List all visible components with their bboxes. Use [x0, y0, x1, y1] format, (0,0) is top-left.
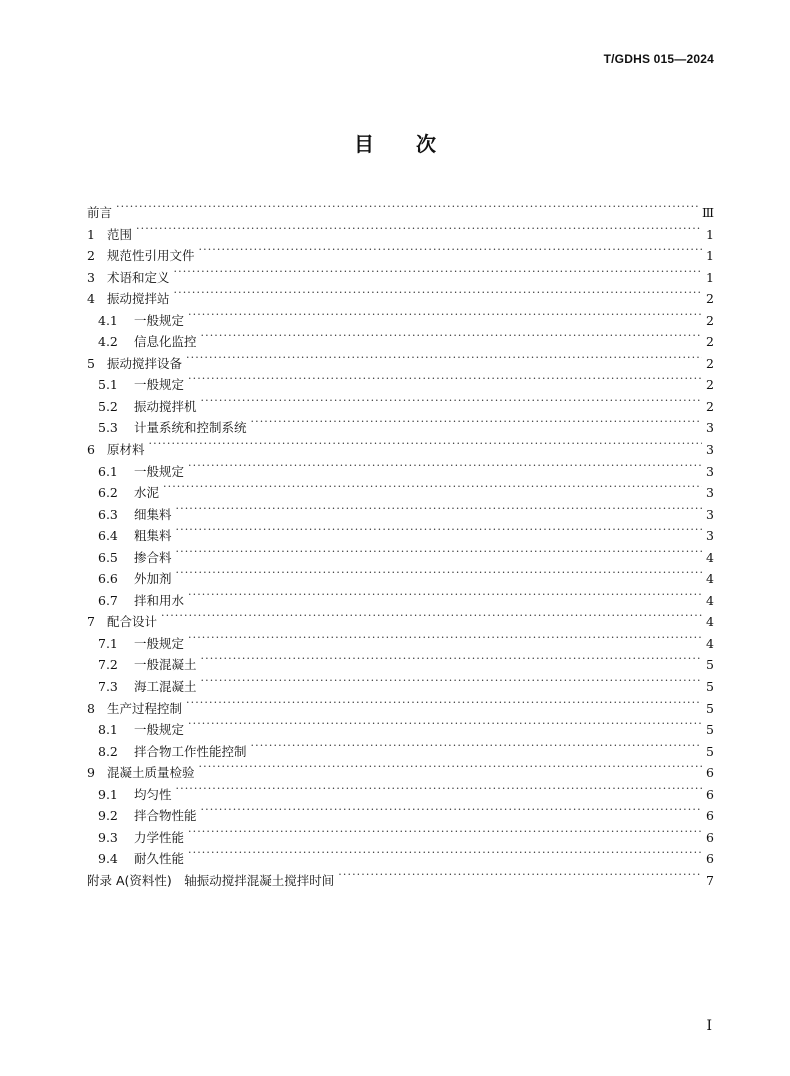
toc-dot-leader: [199, 239, 702, 260]
toc-entry-number: 1: [87, 226, 95, 242]
toc-entry[interactable]: [87, 627, 714, 649]
toc-entry-page: 2: [706, 312, 714, 328]
toc-entry-label: 信息化监控: [134, 334, 197, 350]
toc-entry-number: 6.1: [98, 463, 118, 479]
toc-entry-label: 一般规定: [134, 377, 185, 393]
toc-entry-label: 前言: [87, 205, 113, 220]
toc-entry-page: 6: [706, 808, 714, 824]
toc-entry-page: 4: [706, 635, 714, 651]
toc-dot-leader: [174, 261, 702, 282]
toc-entry-page: 2: [706, 398, 714, 414]
toc-entry-number: 4.1: [98, 312, 118, 328]
toc-entry-number: 3: [87, 269, 95, 285]
toc-entry[interactable]: [87, 239, 714, 264]
toc-entry-label: 细集料: [134, 506, 172, 522]
toc-entry[interactable]: [87, 605, 714, 630]
toc-entry-page: 3: [706, 528, 714, 544]
toc-entry[interactable]: [87, 282, 714, 307]
toc-entry-label: 掺合料: [134, 549, 172, 565]
toc-entry-label: 范围: [107, 226, 133, 242]
toc-dot-leader: [201, 325, 702, 346]
toc-entry-number: 7.1: [98, 635, 118, 651]
toc-dot-leader: [201, 670, 702, 691]
toc-entry-label: 耐久性能: [134, 851, 185, 867]
toc-entry-number: 9.1: [98, 786, 118, 802]
toc-dot-leader: [188, 584, 702, 605]
toc-entry-number: 5: [87, 355, 95, 371]
toc-dot-leader: [186, 692, 702, 713]
toc-entry[interactable]: [87, 562, 714, 587]
toc-entry-page: 5: [706, 679, 714, 695]
toc-entry-page: 5: [706, 743, 714, 759]
toc-title-char-1: 目: [354, 132, 374, 156]
toc-entry-page: 6: [706, 765, 714, 781]
toc-entry-page: 7: [706, 872, 714, 888]
toc-entry-page: 3: [706, 506, 714, 522]
toc-dot-leader: [188, 304, 702, 325]
toc-dot-leader: [199, 756, 702, 777]
toc-dot-leader: [188, 455, 702, 476]
toc-dot-leader: [188, 842, 702, 863]
toc-entry-number: 6.6: [98, 571, 118, 587]
toc-entry-page: 3: [706, 420, 714, 436]
toc-entry-number: 6.7: [98, 592, 118, 608]
toc-dot-leader: [201, 799, 702, 820]
toc-title: [0, 128, 790, 157]
toc-dot-leader: [149, 433, 702, 454]
toc-entry-label: 配合设计: [107, 614, 158, 630]
toc-entry-label: 一般规定: [134, 635, 185, 651]
toc-dot-leader: [176, 519, 702, 540]
toc-entry-label: 外加剂: [134, 571, 172, 587]
toc-entry-page: Ⅲ: [701, 205, 714, 220]
table-of-contents: [87, 196, 714, 886]
toc-entry-label: 力学性能: [134, 829, 185, 845]
toc-entry-label: 拌合物工作性能控制: [134, 743, 247, 759]
toc-dot-leader: [188, 368, 702, 389]
toc-entry-number: 9.3: [98, 829, 118, 845]
page-number: I: [706, 1018, 712, 1034]
toc-dot-leader: [176, 778, 702, 799]
toc-entry-label: 原材料: [107, 442, 145, 458]
toc-entry-label: 计量系统和控制系统: [134, 420, 247, 436]
toc-dot-leader: [188, 713, 702, 734]
toc-entry-page: 1: [706, 248, 714, 264]
toc-entry-page: 2: [706, 334, 714, 350]
toc-entry-number: 6.3: [98, 506, 118, 522]
toc-dot-leader: [251, 411, 702, 432]
toc-entry[interactable]: [87, 799, 714, 824]
toc-entry-number: 9.4: [98, 851, 118, 867]
toc-entry[interactable]: [87, 519, 714, 544]
toc-entry-page: 5: [706, 722, 714, 738]
toc-entry-page: 3: [706, 463, 714, 479]
toc-entry-number: 6.2: [98, 485, 118, 501]
toc-dot-leader: [176, 562, 702, 583]
toc-entry-label: 水泥: [134, 485, 160, 501]
toc-dot-leader: [186, 347, 702, 368]
toc-entry-label: 均匀性: [134, 786, 172, 802]
toc-entry-label: 一般混凝土: [134, 657, 197, 673]
toc-entry-page: 5: [706, 657, 714, 673]
toc-entry[interactable]: [87, 584, 714, 606]
toc-entry[interactable]: [87, 261, 714, 283]
toc-entry-label: 一般规定: [134, 312, 185, 328]
toc-entry-label: 振动搅拌站: [107, 291, 170, 307]
toc-entry-number: 6: [87, 442, 95, 458]
toc-entry-page: 4: [706, 614, 714, 630]
toc-entry-label: 术语和定义: [107, 269, 170, 285]
toc-entry-number: 8.2: [98, 743, 118, 759]
toc-title-char-2: 次: [416, 132, 436, 156]
toc-entry[interactable]: [87, 778, 714, 800]
toc-entry-label: 拌合物性能: [134, 808, 197, 824]
toc-entry-number: 7.2: [98, 657, 118, 673]
toc-entry-label: 一般规定: [134, 722, 185, 738]
toc-entry-number: 4: [87, 291, 95, 307]
toc-entry-page: 6: [706, 786, 714, 802]
toc-dot-leader: [188, 627, 702, 648]
toc-dot-leader: [136, 218, 702, 239]
toc-entry-page: 4: [706, 549, 714, 565]
toc-entry-label: 粗集料: [134, 528, 172, 544]
toc-entry[interactable]: [87, 196, 714, 218]
toc-dot-leader: [201, 648, 702, 669]
toc-dot-leader: [116, 196, 698, 217]
toc-entry-label: 规范性引用文件: [107, 248, 195, 264]
toc-dot-leader: [163, 476, 702, 497]
toc-entry-label: 海工混凝土: [134, 679, 197, 695]
toc-dot-leader: [176, 541, 702, 562]
toc-entry-number: 5.2: [98, 398, 118, 414]
toc-entry-page: 2: [706, 377, 714, 393]
toc-entry-page: 3: [706, 442, 714, 458]
toc-dot-leader: [188, 821, 702, 842]
toc-entry[interactable]: [87, 218, 714, 240]
toc-entry-page: 1: [706, 269, 714, 285]
toc-dot-leader: [176, 498, 702, 519]
toc-entry-label: 混凝土质量检验: [107, 765, 195, 781]
toc-entry-number: 6.5: [98, 549, 118, 565]
toc-entry-page: 6: [706, 851, 714, 867]
toc-entry-label: 生产过程控制: [107, 700, 183, 716]
toc-entry[interactable]: [87, 498, 714, 520]
toc-entry-label: 附录 A(资料性) 轴振动搅拌混凝土搅拌时间: [87, 872, 335, 888]
toc-entry-page: 3: [706, 485, 714, 501]
toc-entry[interactable]: [87, 541, 714, 563]
toc-entry-number: 5.3: [98, 420, 118, 436]
toc-entry-number: 8: [87, 700, 95, 716]
toc-entry-number: 8.1: [98, 722, 118, 738]
toc-dot-leader: [338, 864, 702, 885]
toc-entry[interactable]: [87, 304, 714, 326]
toc-entry-number: 5.1: [98, 377, 118, 393]
toc-entry-label: 一般规定: [134, 463, 185, 479]
toc-entry-page: 6: [706, 829, 714, 845]
toc-entry-number: 9.2: [98, 808, 118, 824]
toc-entry-label: 拌和用水: [134, 592, 185, 608]
toc-entry-number: 4.2: [98, 334, 118, 350]
toc-dot-leader: [174, 282, 702, 303]
toc-entry-label: 振动搅拌设备: [107, 355, 183, 371]
document-code: T/GDHS 015—2024: [603, 52, 714, 66]
toc-dot-leader: [251, 735, 702, 756]
toc-entry-page: 4: [706, 592, 714, 608]
toc-entry-number: 9: [87, 765, 95, 781]
toc-dot-leader: [161, 605, 702, 626]
toc-entry[interactable]: [87, 433, 714, 458]
toc-entry-number: 7: [87, 614, 95, 630]
toc-entry-page: 2: [706, 355, 714, 371]
toc-entry-number: 7.3: [98, 679, 118, 695]
toc-entry-label: 振动搅拌机: [134, 398, 197, 414]
toc-entry-number: 2: [87, 248, 95, 264]
toc-entry-number: 6.4: [98, 528, 118, 544]
toc-entry[interactable]: [87, 455, 714, 477]
toc-entry[interactable]: [87, 476, 714, 501]
toc-entry-page: 2: [706, 291, 714, 307]
toc-entry-page: 1: [706, 226, 714, 242]
toc-dot-leader: [201, 390, 702, 411]
toc-entry-page: 4: [706, 571, 714, 587]
toc-entry-page: 5: [706, 700, 714, 716]
